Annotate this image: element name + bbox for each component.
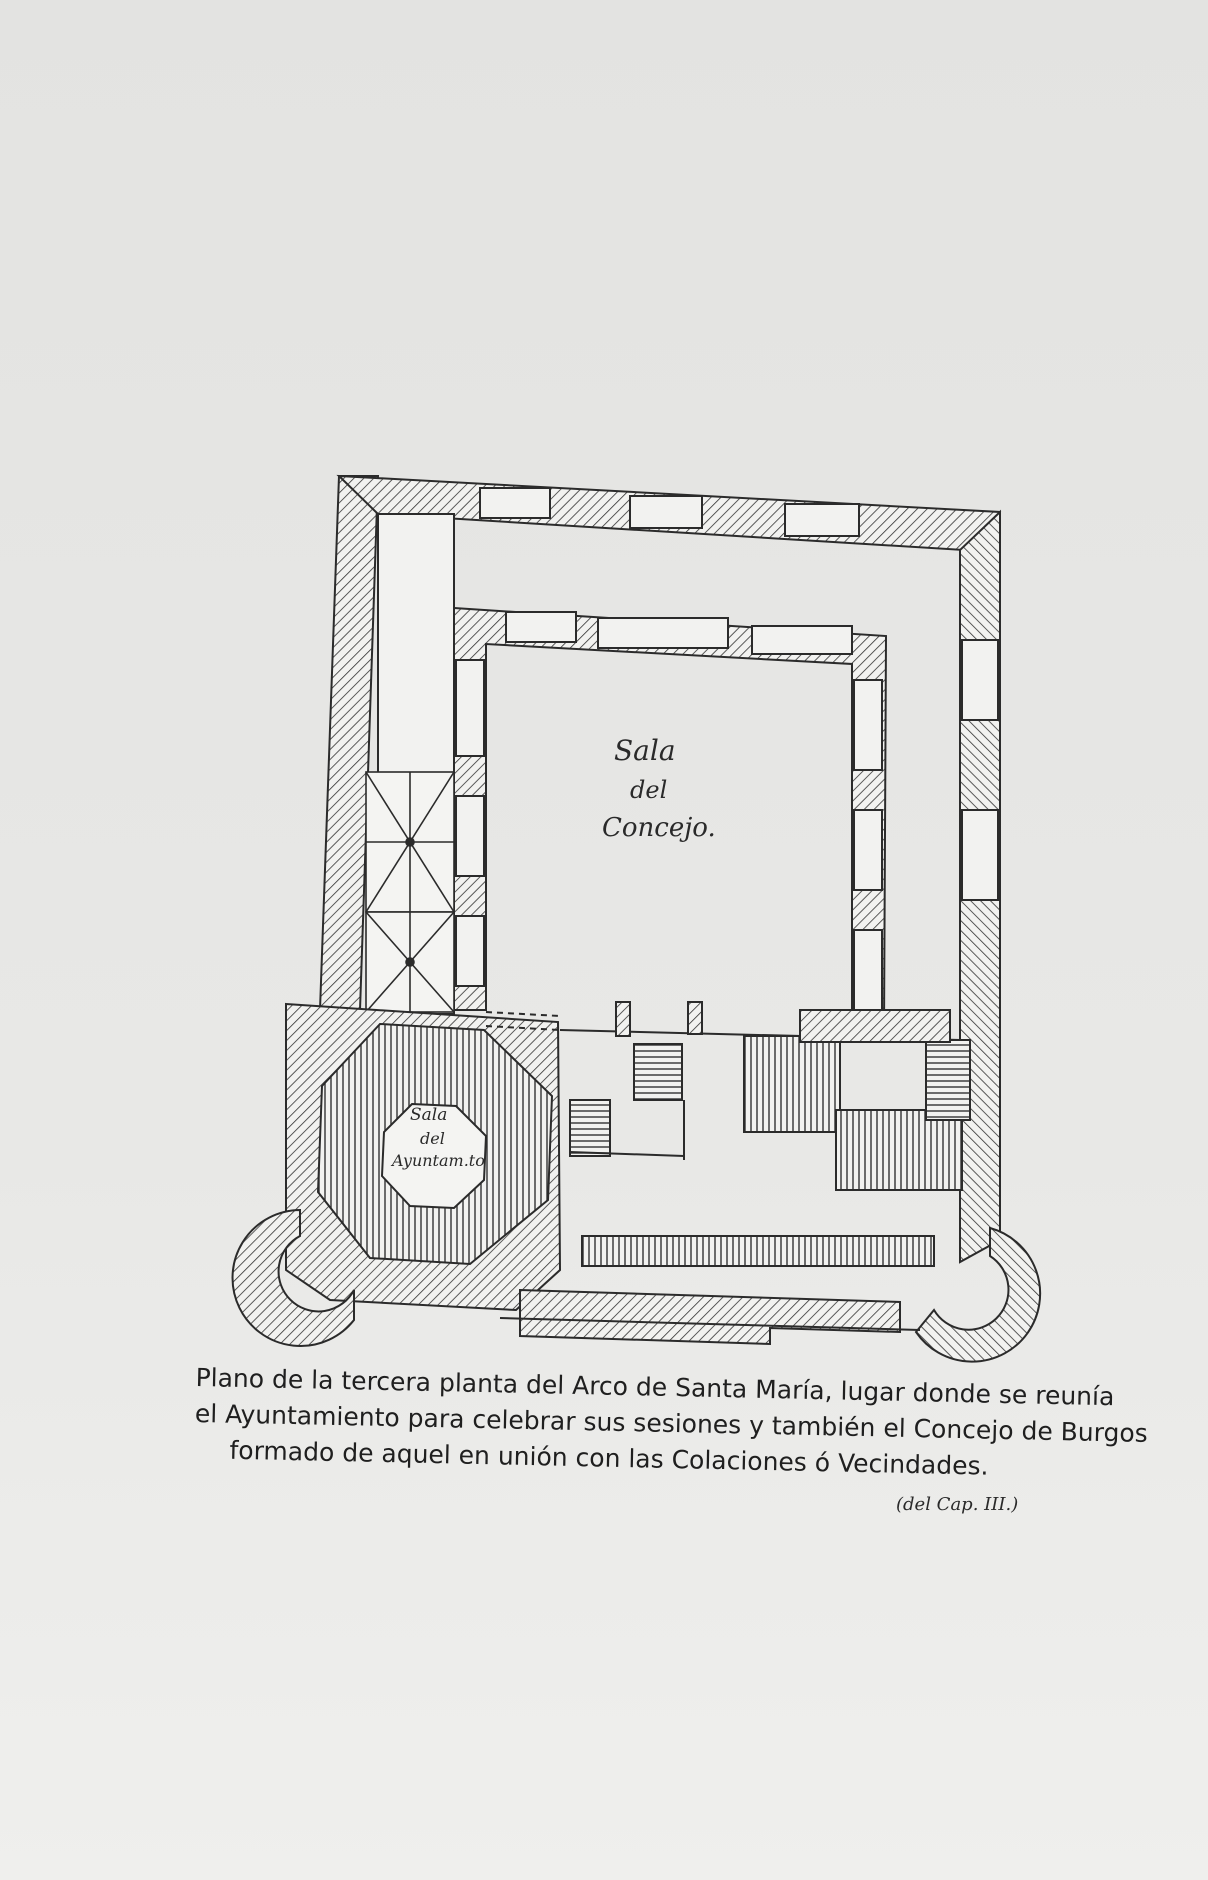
stair-c (744, 1036, 840, 1132)
vault-ribs (366, 772, 454, 1012)
stair-b (634, 1044, 682, 1100)
label-sala-concejo (602, 734, 716, 843)
stair-d (836, 1110, 962, 1190)
caption-line-2: el Ayuntamiento para celebrar sus sesiones y también el Concejo de Burgos (194, 1398, 1149, 1448)
label-sala: Sala (614, 734, 676, 767)
label-del-2: del (420, 1129, 445, 1148)
figure-caption (194, 1360, 1149, 1486)
caption-line-3: formado de aquel en unión con las Colaciones ó Vecindades. (229, 1435, 989, 1481)
label-del: del (630, 776, 668, 804)
label-sala-2: Sala (410, 1105, 448, 1125)
stair-a (570, 1100, 610, 1156)
south-gallery (582, 1236, 934, 1266)
label-concejo: Concejo. (602, 813, 716, 843)
caption-line-1: Plano de la tercera planta del Arco de Santa María, lugar donde se reunía (195, 1362, 1115, 1412)
stair-e (926, 1040, 970, 1120)
chapter-reference: (del Cap. III.) (896, 1494, 1019, 1515)
label-ayuntamiento: Ayuntam.to (392, 1151, 485, 1170)
